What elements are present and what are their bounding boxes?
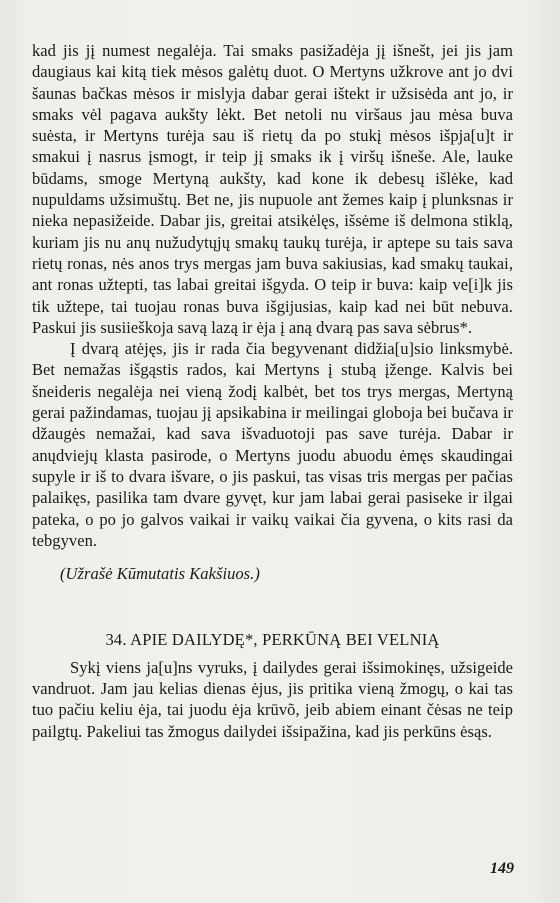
page-body [32,40,513,742]
source-note: (Užrašė Kūmutatis Kakšiuos.) [60,564,260,584]
paragraph: Į dvarą atėjęs, jis ir rada čia begyvenant didžia[u]sio linksmybė. Bet nemažas išgąstis rados, kai Mertyns į stubą įženge. Kalvis bei šneideris negalėja nei vieną žodį kalbėt, bet tos trys mergas, Mertyną gerai pažindamas, tuojau jį apsikabina ir meilingai globoja bei bučava ir džaugės nemažai, kad sava išvaduotoji pas save turėja. Dabar ir anųdviejų klasta pasirode, o Mertyns juodu abuodu ėmęs skaudingai supyle ir iš to dvara išvare, o jis paskui, tas visas tris mergas per pačias palaikęs, pasilika tam dvare gyvęt, kur jam labai gerai pasiseke ir ilgai pateka, o po jo galvos vaikai ir vaikų vaikai čia gyvena, o kits rasi da tebgyven. [32,339,513,550]
page-number: 149 [490,860,514,877]
section-heading: 34. APIE DAILYDĘ*, PERKŪNĄ BEI VELNIĄ [105,630,440,650]
paragraph: Sykį viens ja[u]ns vyruks, į dailydes gerai išsimokinęs, užsigeide vandruot. Jam jau kelias dienas ėjus, jis pritika vieną žmogų, o kai tas tuo pačiu keliu ėja, tai juodu ėja krūvõ, jeib abiem einant čėsas ne teip pailgtų. Pakeliui tas žmogus dailydei išsipažina, kad jis perkūns ėsąs. [32,657,513,741]
paragraph: kad jis jį numest negalėja. Tai smaks pasižadėja jį išnešt, jei jis jam daugiaus kai kitą tiek mėsos galėtų duot. O Mertyns užkrove ant jo dvi šaunas bačkas mėsos ir mislyja dabar gerai ištekt ir užsisėda ant jo, ir smaks vėl pagava aukšty lėkt. Bet netoli nu viršaus jau mėsa buva suėsta, ir Mertyns turėja sau iš rietų da po stukį mėsos išpja[u]t ir smakui į nasrus įsmogt, ir teip jį smaks ik į viršų išneše. Ale, lauke būdams, smoge Mertyną aukšty, kad kone ik debesų išlėke, kad nupuldams užsimuštų. Bet ne, jis nupuole ant žemes kaip į plunksnas ir nieka nepasižeide. Dabar jis, greitai atsikėlęs, išsėme iš delmona stiklą, kuriam jis nu anų nužudytųjų smakų taukų turėja, ir aptepe su tais sava rietų ronas, nės anos trys mergas jam buva sakiusias, kad smakų taukai, ant ronas užtepti, tas labai greitai išgyda. O teip ir buva: kaip ve[i]k jis tik užtepe, tai tuojau ronas buva išgijusias, kaip kad nei būt nebuva. Paskui jis susiieškoja savą lazą ir ėja į aną dvarą pas sava sėbrus*. [32,41,513,337]
